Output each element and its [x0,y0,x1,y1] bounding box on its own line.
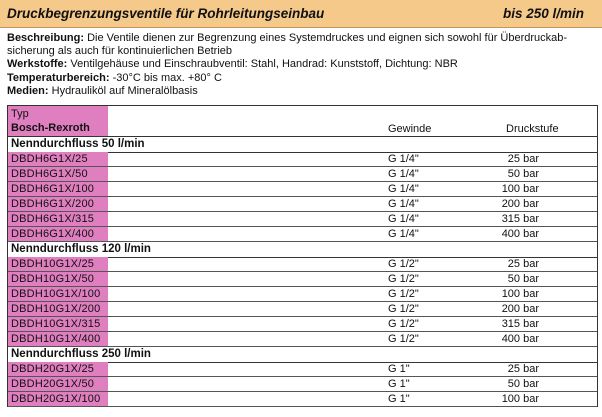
table-row [8,362,597,377]
pressure-cell: 400 bar [501,228,539,240]
col-type-header: Typ [11,108,29,120]
thread-cell: G 1" [388,393,410,405]
thread-cell: G 1" [388,378,410,390]
thread-cell: G 1/2" [388,273,419,285]
table-row [8,227,597,242]
col-thread-header: Gewinde [388,123,432,135]
type-cell: DBDH6G1X/50 [8,167,108,182]
type-cell: DBDH6G1X/100 [8,182,108,197]
group-label: Nenndurchfluss 120 l/min [11,243,151,255]
thread-cell: G 1/4" [388,153,419,165]
type-cell: DBDH10G1X/315 [8,317,108,332]
werkstoffe-text: Ventilgehäuse und Einschraubventil: Stahl, Handrad: Kunststoff, Dichtung: NBR [70,58,458,71]
flow-range: bis 250 l/min [502,6,584,21]
group-label: Nenndurchfluss 250 l/min [11,348,151,360]
table-row [8,377,597,392]
pressure-cell: 100 bar [501,183,539,195]
beschreibung-label: Beschreibung: [7,32,85,44]
type-cell: DBDH6G1X/315 [8,212,108,227]
thread-cell: G 1/4" [388,168,419,180]
type-cell: DBDH10G1X/25 [8,257,108,272]
type-cell: DBDH6G1X/25 [8,152,108,167]
table-row [8,212,597,227]
pressure-cell: 200 bar [501,303,539,315]
type-cell: DBDH10G1X/400 [8,332,108,347]
type-cell: DBDH10G1X/200 [8,302,108,317]
product-table [7,105,598,407]
table-row [8,302,597,317]
pressure-cell: 25 bar [507,258,539,270]
thread-cell: G 1/4" [388,228,419,240]
table-row [8,257,597,272]
thread-cell: G 1/2" [388,288,419,300]
thread-cell: G 1/2" [388,258,419,270]
col-pressure-header: Druckstufe [506,123,559,135]
table-row [8,332,597,347]
pressure-cell: 315 bar [501,213,539,225]
medien-text: Hydrauliköl auf Mineralölbasis [51,84,198,97]
temperatur-label: Temperaturbereich: [7,71,110,84]
table-row [8,287,597,302]
thread-cell: G 1/4" [388,183,419,195]
werkstoffe-label: Werkstoffe: [7,58,68,71]
beschreibung-text: Die Ventile dienen zur Begrenzung eines Systemdruckes und eignen sich sowohl für Überdruckab- [87,32,568,44]
temperatur-text: -30°C bis max. +80° C [112,71,222,84]
table-row [8,392,597,407]
type-cell: DBDH10G1X/50 [8,272,108,287]
werkstoffe-line [7,58,595,71]
thread-cell: G 1/2" [388,333,419,345]
pressure-cell: 50 bar [507,168,539,180]
pressure-cell: 315 bar [501,318,539,330]
pressure-cell: 50 bar [507,378,539,390]
medien-line [7,85,595,98]
table-row [8,272,597,287]
group-label: Nenndurchfluss 50 l/min [11,138,145,150]
type-cell: DBDH6G1X/400 [8,227,108,242]
medien-label: Medien: [7,84,49,97]
type-cell: DBDH20G1X/100 [8,392,108,407]
table-row [8,152,597,167]
type-header-cell [8,106,108,136]
thread-cell: G 1/4" [388,198,419,210]
pressure-cell: 200 bar [501,198,539,210]
pressure-cell: 400 bar [501,333,539,345]
description-line-2 [7,45,595,58]
row-divider [8,346,597,347]
pressure-cell: 50 bar [507,273,539,285]
type-cell: DBDH20G1X/25 [8,362,108,377]
type-cell: DBDH10G1X/100 [8,287,108,302]
temperatur-line [7,72,595,85]
thread-cell: G 1/2" [388,318,419,330]
pressure-cell: 25 bar [507,153,539,165]
row-divider [8,406,597,407]
row-divider [8,241,597,242]
header-divider [8,136,597,137]
description-block [7,32,595,98]
type-cell: DBDH20G1X/50 [8,377,108,392]
type-cell: DBDH6G1X/200 [8,197,108,212]
col-brand-header: Bosch-Rexroth [11,122,90,134]
table-row [8,317,597,332]
table-row [8,182,597,197]
pressure-cell: 100 bar [501,393,539,405]
title-bar [0,0,602,28]
thread-cell: G 1/2" [388,303,419,315]
thread-cell: G 1" [388,363,410,375]
page-title: Druckbegrenzungsventile für Rohrleitungseinbau [7,6,325,21]
table-row [8,197,597,212]
beschreibung-text-2: sicherung als auch für kontinuierlichen Betrieb [7,45,233,58]
table-row [8,167,597,182]
thread-cell: G 1/4" [388,213,419,225]
pressure-cell: 100 bar [501,288,539,300]
description-line [7,32,595,45]
pressure-cell: 25 bar [507,363,539,375]
